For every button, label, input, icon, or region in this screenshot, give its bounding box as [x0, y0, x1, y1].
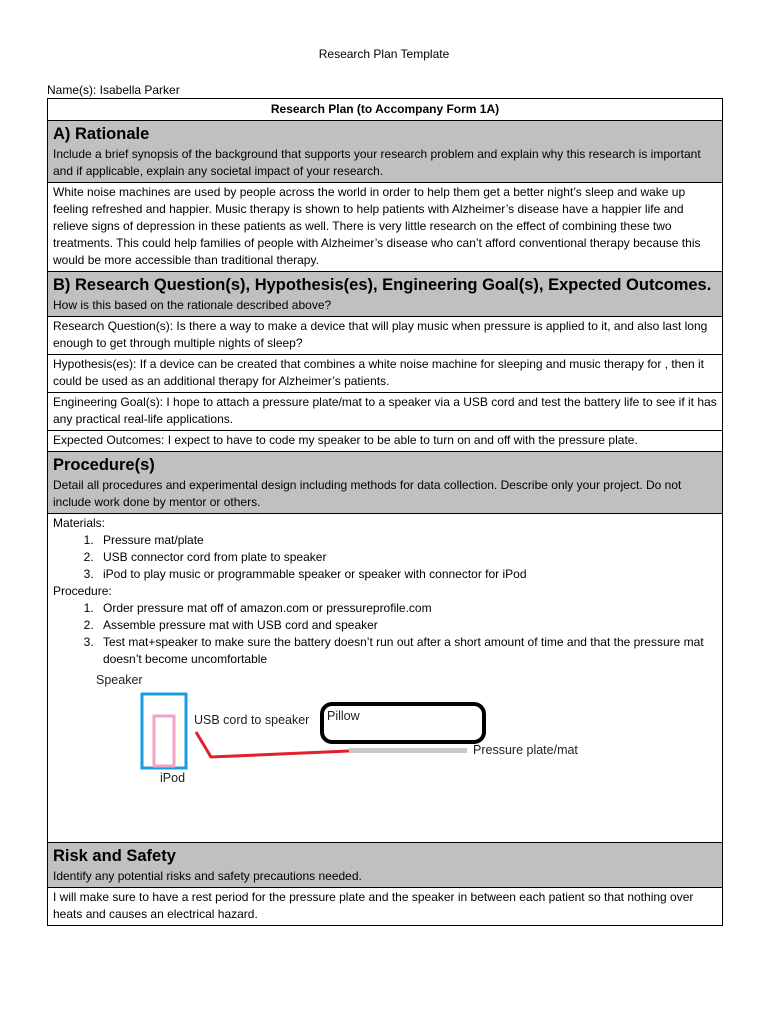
- list-item: 3. iPod to play music or programmable speaker or speaker with connector for iPod: [97, 566, 717, 583]
- pressure-plate-label: Pressure plate/mat: [473, 743, 578, 757]
- diagram-drawing: [53, 668, 717, 840]
- ipod-label: iPod: [160, 771, 186, 785]
- expected-outcomes: Expected Outcomes: I expect to have to code my speaker to be able to turn on and off with the pressure plate.: [48, 431, 723, 452]
- speaker-label: Speaker: [96, 673, 143, 687]
- usb-cord-label: USB cord to speaker: [194, 713, 310, 727]
- procedures-title: Procedure(s): [53, 456, 155, 474]
- device-diagram: [53, 668, 717, 840]
- procedure-label: Procedure:: [53, 584, 112, 598]
- procedures-header: [48, 452, 723, 514]
- rationale-body: White noise machines are used by people across the world in order to help them get a better night’s sleep and wake up feeling refreshed and happier. Music therapy is shown to help patients with Alzheimer’s disease have a happier life and relieve signs of depression in these patients as well. There is very little research on the effect of combining these two treatments. This could help families of people with Alzheimer’s disease who can’t afford conventional therapy because this would be more accessible than traditional therapy.: [48, 183, 723, 272]
- procedures-body: [48, 514, 723, 843]
- risk-body: I will make sure to have a rest period for the pressure plate and the speaker in between each patient so that nothing over heats and causes an electrical hazard.: [48, 888, 723, 926]
- risk-header: [48, 843, 723, 888]
- research-plan-table: [47, 98, 723, 926]
- rationale-header: [48, 121, 723, 183]
- risk-title: Risk and Safety: [53, 847, 176, 865]
- risk-description: Identify any potential risks and safety precautions needed.: [53, 869, 362, 883]
- list-item: 1. Pressure mat/plate: [97, 532, 717, 549]
- document-title: Research Plan Template: [318, 47, 450, 61]
- list-item: 2. USB connector cord from plate to speaker: [97, 549, 717, 566]
- rationale-title: A) Rationale: [53, 125, 150, 143]
- pillow-label: Pillow: [327, 709, 360, 723]
- list-item: 2. Assemble pressure mat with USB cord and speaker: [97, 617, 717, 634]
- research-title: B) Research Question(s), Hypothesis(es), Engineering Goal(s), Expected Outcomes.: [53, 276, 712, 294]
- plan-title: Research Plan (to Accompany Form 1A): [48, 99, 723, 121]
- hypothesis: Hypothesis(es): If a device can be created that combines a white noise machine for sleeping and music therapy for , then it could be used as an additional therapy for Alzheimer’s patients.: [48, 355, 723, 393]
- list-item: 1. Order pressure mat off of amazon.com or pressureprofile.com: [97, 600, 717, 617]
- research-question: Research Question(s): Is there a way to make a device that will play music when pressure is applied to it, and also last long enough to get through multiple nights of sleep?: [48, 317, 723, 355]
- procedures-description: Detail all procedures and experimental design including methods for data collection. Describe only your project. Do not include work done by mentor or others.: [53, 478, 682, 509]
- procedure-steps: [53, 600, 717, 668]
- materials-label: Materials:: [53, 516, 106, 530]
- rationale-description: Include a brief synopsis of the background that supports your research problem and explain why this research is important and if applicable, explain any societal impact of your research.: [53, 147, 701, 178]
- ipod-box: [154, 716, 174, 766]
- student-names: Name(s): Isabella Parker: [47, 83, 180, 97]
- materials-list: [53, 532, 717, 583]
- research-header: [48, 272, 723, 317]
- research-description: How is this based on the rationale described above?: [53, 298, 332, 312]
- engineering-goal: Engineering Goal(s): I hope to attach a pressure plate/mat to a speaker via a USB cord and test the battery life to see if it has any practical real-life applications.: [48, 393, 723, 431]
- speaker-box: [142, 694, 186, 768]
- pressure-plate: [349, 748, 467, 753]
- list-item: 3. Test mat+speaker to make sure the battery doesn’t run out after a short amount of time and that the pressure mat doesn’t become uncomfortable: [97, 634, 717, 668]
